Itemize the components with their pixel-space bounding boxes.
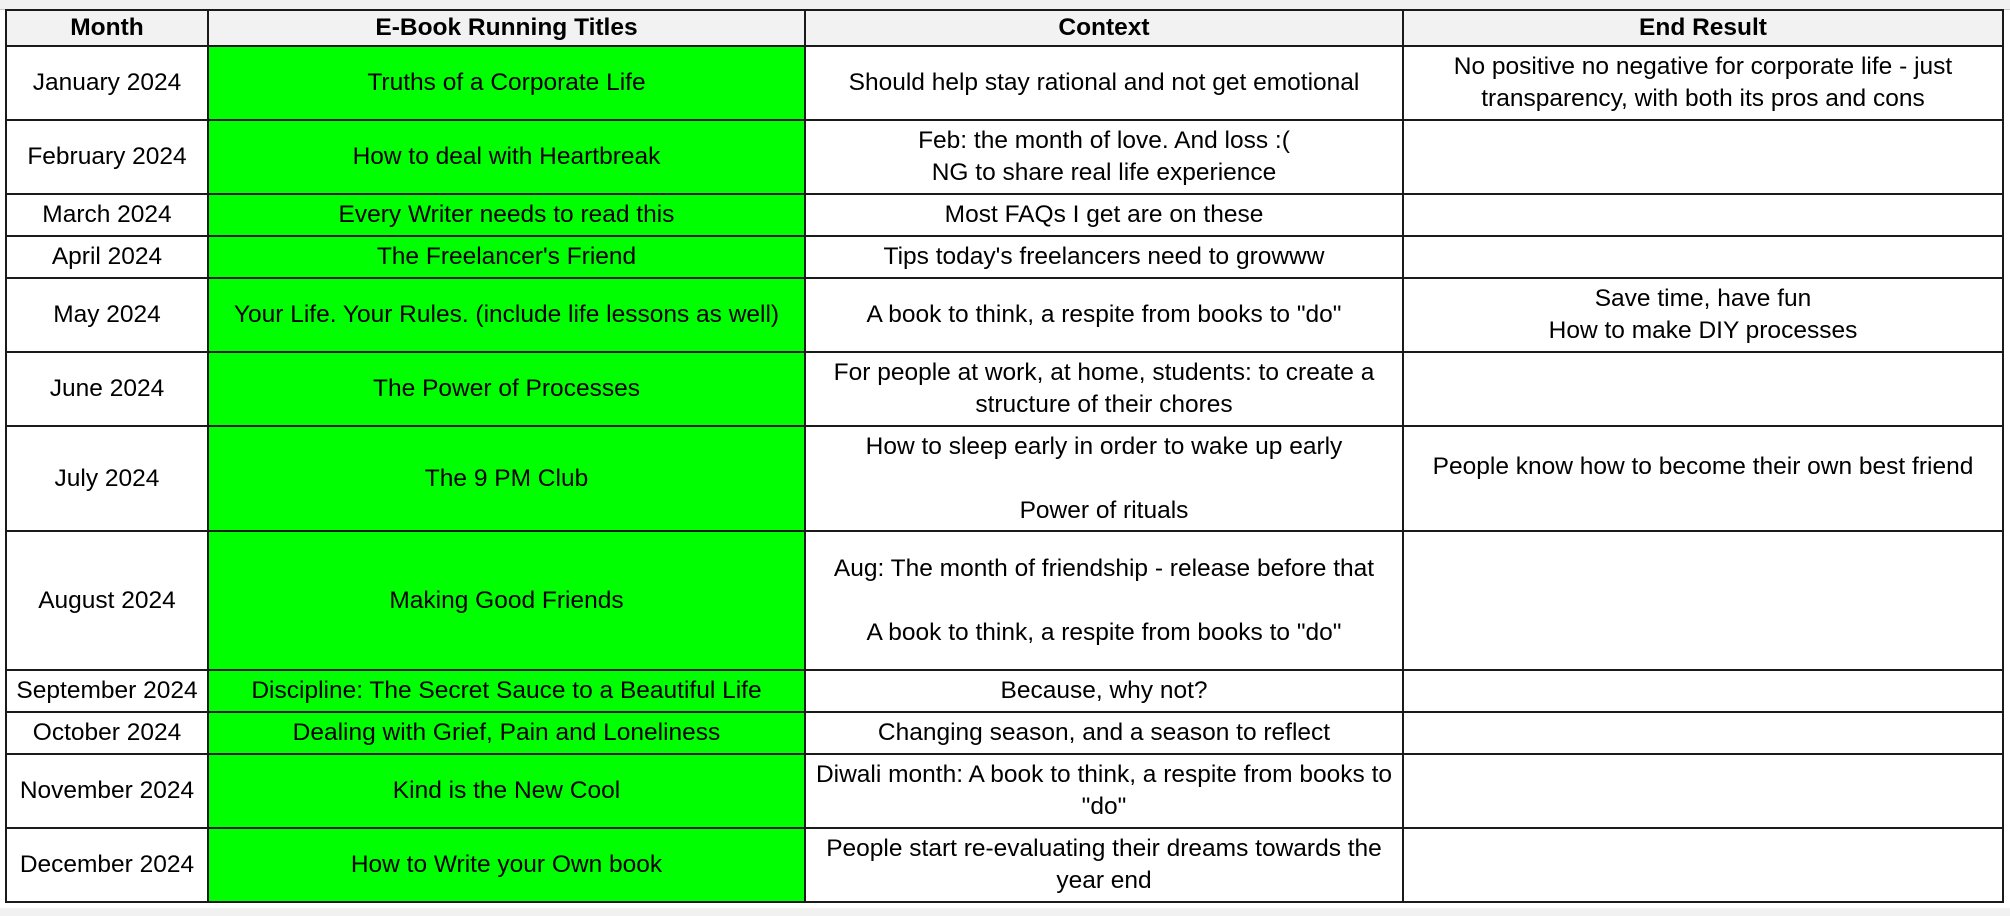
result-cell[interactable] <box>1403 531 2003 670</box>
ebook-plan-table <box>5 9 2004 903</box>
month-cell[interactable]: December 2024 <box>6 828 208 902</box>
table-row <box>6 828 2003 902</box>
result-cell[interactable] <box>1403 352 2003 426</box>
header-cell-title[interactable]: E-Book Running Titles <box>208 10 805 46</box>
month-cell[interactable]: August 2024 <box>6 531 208 670</box>
table-row <box>6 46 2003 120</box>
result-cell[interactable] <box>1403 712 2003 754</box>
header-cell-context[interactable]: Context <box>805 10 1403 46</box>
result-cell[interactable] <box>1403 120 2003 194</box>
result-cell[interactable] <box>1403 754 2003 828</box>
title-cell[interactable]: Your Life. Your Rules. (include life lessons as well) <box>208 278 805 352</box>
header-cell-month[interactable]: Month <box>6 10 208 46</box>
context-cell[interactable]: Tips today's freelancers need to growww <box>805 236 1403 278</box>
title-cell[interactable]: How to Write your Own book <box>208 828 805 902</box>
table-row <box>6 194 2003 236</box>
table-row <box>6 531 2003 670</box>
result-cell[interactable] <box>1403 670 2003 712</box>
month-cell[interactable]: May 2024 <box>6 278 208 352</box>
context-cell[interactable]: Because, why not? <box>805 670 1403 712</box>
title-cell[interactable]: How to deal with Heartbreak <box>208 120 805 194</box>
title-cell[interactable]: Making Good Friends <box>208 531 805 670</box>
table-row <box>6 352 2003 426</box>
title-cell[interactable]: Dealing with Grief, Pain and Loneliness <box>208 712 805 754</box>
month-cell[interactable]: July 2024 <box>6 426 208 531</box>
context-cell[interactable]: Aug: The month of friendship - release before that A book to think, a respite from books to "do" <box>805 531 1403 670</box>
month-cell[interactable]: January 2024 <box>6 46 208 120</box>
month-cell[interactable]: April 2024 <box>6 236 208 278</box>
header-row <box>6 10 2003 46</box>
context-cell[interactable]: A book to think, a respite from books to "do" <box>805 278 1403 352</box>
context-cell[interactable]: People start re-evaluating their dreams towards the year end <box>805 828 1403 902</box>
month-cell[interactable]: October 2024 <box>6 712 208 754</box>
title-cell[interactable]: Discipline: The Secret Sauce to a Beautiful Life <box>208 670 805 712</box>
title-cell[interactable]: The 9 PM Club <box>208 426 805 531</box>
table-row <box>6 120 2003 194</box>
context-cell[interactable]: Changing season, and a season to reflect <box>805 712 1403 754</box>
header-cell-result[interactable]: End Result <box>1403 10 2003 46</box>
result-cell[interactable]: No positive no negative for corporate life - just transparency, with both its pros and cons <box>1403 46 2003 120</box>
result-cell[interactable]: People know how to become their own best friend <box>1403 426 2003 531</box>
month-cell[interactable]: March 2024 <box>6 194 208 236</box>
context-cell[interactable]: Diwali month: A book to think, a respite from books to "do" <box>805 754 1403 828</box>
title-cell[interactable]: The Freelancer's Friend <box>208 236 805 278</box>
context-cell[interactable]: Most FAQs I get are on these <box>805 194 1403 236</box>
title-cell[interactable]: Every Writer needs to read this <box>208 194 805 236</box>
table-row <box>6 278 2003 352</box>
table-row <box>6 670 2003 712</box>
title-cell[interactable]: Truths of a Corporate Life <box>208 46 805 120</box>
context-cell[interactable]: Should help stay rational and not get emotional <box>805 46 1403 120</box>
context-cell[interactable]: How to sleep early in order to wake up early Power of rituals <box>805 426 1403 531</box>
month-cell[interactable]: September 2024 <box>6 670 208 712</box>
table-row <box>6 426 2003 531</box>
month-cell[interactable]: November 2024 <box>6 754 208 828</box>
context-cell[interactable]: Feb: the month of love. And loss :( NG to share real life experience <box>805 120 1403 194</box>
title-cell[interactable]: Kind is the New Cool <box>208 754 805 828</box>
table-row <box>6 236 2003 278</box>
context-cell[interactable]: For people at work, at home, students: to create a structure of their chores <box>805 352 1403 426</box>
result-cell[interactable]: Save time, have fun How to make DIY processes <box>1403 278 2003 352</box>
title-cell[interactable]: The Power of Processes <box>208 352 805 426</box>
table-row <box>6 754 2003 828</box>
result-cell[interactable] <box>1403 194 2003 236</box>
month-cell[interactable]: June 2024 <box>6 352 208 426</box>
sheet-bottom-edge <box>0 908 2010 916</box>
table-row <box>6 712 2003 754</box>
result-cell[interactable] <box>1403 828 2003 902</box>
result-cell[interactable] <box>1403 236 2003 278</box>
month-cell[interactable]: February 2024 <box>6 120 208 194</box>
